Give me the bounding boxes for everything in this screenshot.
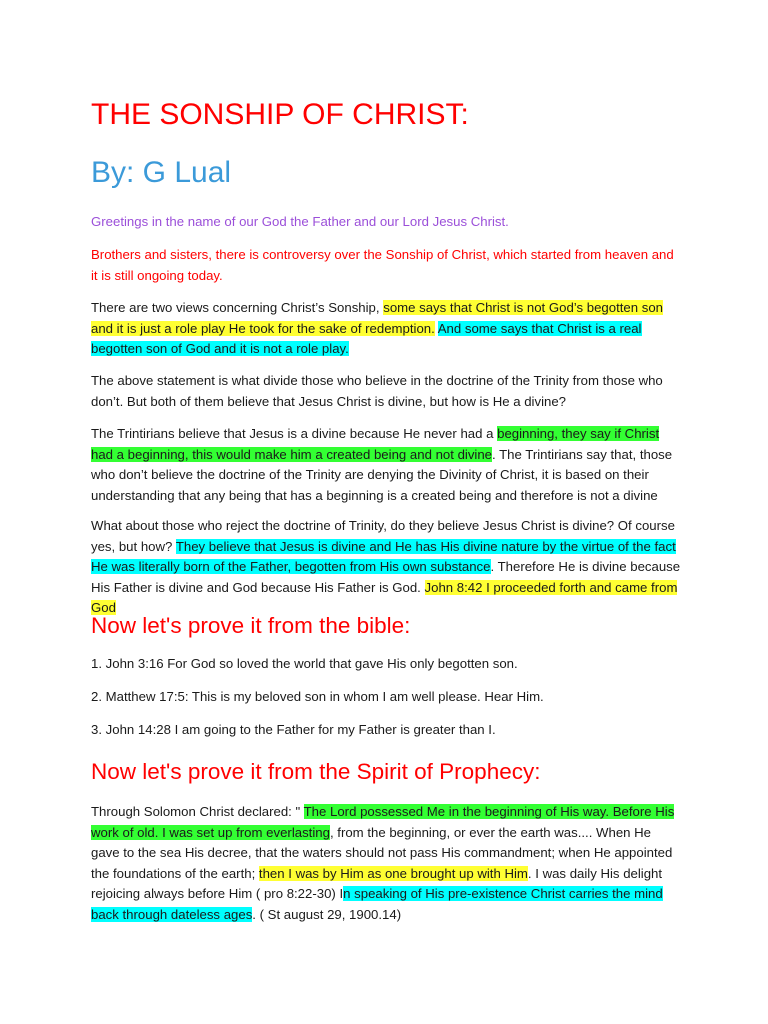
greeting-paragraph: Greetings in the name of our God the Father and our Lord Jesus Christ.	[91, 214, 509, 229]
prophecy-text: , from the beginning, or ever the earth was.... When He gave to the sea His decree, that the waters should not pass His commandment; when He appointed the foundations of the earth;	[91, 824, 673, 881]
prophecy-text: . I was daily His delight rejoicing always before Him ( pro 8:22-30) I	[91, 865, 663, 902]
highlight-cyan: They believe that Jesus is divine and He has His divine nature by the virtue of the fact He was literally born of the Father, begotten from His own substance	[91, 538, 676, 575]
views-text: There are two views concerning Christ’s Sonship,	[91, 300, 384, 315]
prophecy-citation: . ( St august 29, 1900.14)	[252, 906, 402, 922]
prophecy-text: Through Solomon Christ declared: "	[91, 804, 304, 819]
non-trinitarian-rest: . Therefore He is divine because His Father is divine and God because His Father is God.	[91, 559, 681, 595]
non-trinitarian-paragraph	[91, 516, 681, 619]
highlight-yellow: then I was by Him as one brought up with Him	[258, 865, 528, 881]
document-title: THE SONSHIP OF CHRIST:	[91, 98, 469, 131]
intro-paragraph: Brothers and sisters, there is controversy over the Sonship of Christ, which started from heaven and it is still ongoing today.	[91, 247, 674, 283]
heading-prophecy: Now let's prove it from the Spirit of Prophecy:	[91, 759, 541, 784]
author-byline: By: G Lual	[91, 156, 232, 189]
prophecy-paragraph	[91, 802, 681, 926]
highlight-green: beginning, they say if Christ had a beginning, this would make him a created being and not divine	[91, 426, 660, 462]
trinitarian-rest: . The Trintirians say that, those who don’t believe the doctrine of the Trinity are denying the Divinity of Christ, it is based on their understanding that any being that has a beginning is a created being and therefore is not a divine	[91, 446, 673, 503]
trinitarian-text: The Trintirians believe that Jesus is a divine because He never had a	[91, 426, 498, 441]
bible-verse: 1. John 3:16 For God so loved the world that gave His only begotten son.	[91, 656, 518, 671]
views-paragraph	[91, 298, 681, 360]
highlight-cyan: And some says that Christ is a real begotten son of God and it is not a role play.	[91, 320, 642, 357]
bible-verse: 2. Matthew 17:5: This is my beloved son in whom I am well please. Hear Him.	[91, 689, 544, 704]
highlight-yellow: John 8:42 I proceeded forth and came from God	[91, 579, 678, 616]
non-trinitarian-text: What about those who reject the doctrine of Trinity, do they believe Jesus Christ is divine? Of course yes, but how?	[91, 518, 675, 554]
highlight-yellow: some says that Christ is not God’s begotten son and it is just a role play He took for the sake of redemption.	[91, 300, 663, 336]
highlight-cyan: n speaking of His pre-existence Christ carries the mind back through dateless ages	[91, 886, 663, 922]
heading-bible: Now let's prove it from the bible:	[91, 613, 411, 638]
highlight-green: The Lord possessed Me in the beginning of His way. Before His work of old. I was set up from everlasting	[91, 804, 675, 840]
bible-verse: 3. John 14:28 I am going to the Father for my Father is greater than I.	[91, 722, 496, 737]
statement-paragraph: The above statement is what divide those who believe in the doctrine of the Trinity from those who don’t. But both of them believe that Jesus Christ is divine, but how is He a divine?	[91, 373, 663, 409]
trinitarian-paragraph	[91, 424, 681, 506]
